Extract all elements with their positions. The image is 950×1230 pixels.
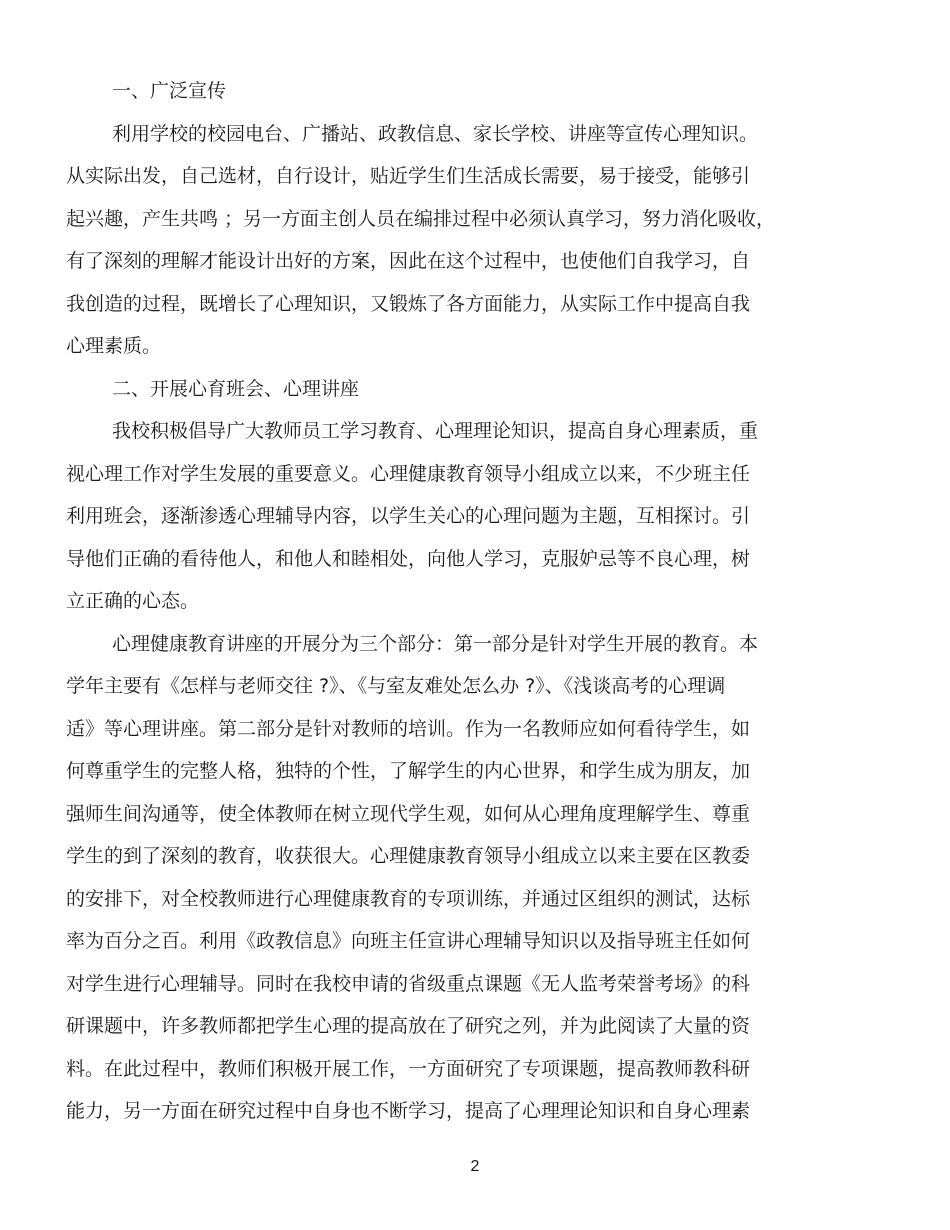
text-line: 二、开展心育班会、心理讲座 bbox=[112, 377, 360, 400]
text-line: 对学生进行心理辅导。同时在我校申请的省级重点课题《无人监考荣誉考场》的科 bbox=[66, 972, 751, 995]
text-line: 起兴趣，产生共鸣 ；另一方面主创人员在编排过程中必须认真学习，努力消化吸收， bbox=[66, 207, 776, 230]
text-line: 研课题中，许多教师都把学生心理的提高放在了研究之列，并为此阅读了大量的资 bbox=[66, 1015, 751, 1037]
text-line: 率为百分之百。利用《政教信息》向班主任宣讲心理辅导知识以及指导班主任如何 bbox=[66, 930, 751, 952]
page-number: 2 bbox=[470, 1158, 480, 1175]
text-line: 强师生间沟通等，使全体教师在树立现代学生观，如何从心理角度理解学生、尊重 bbox=[66, 802, 751, 825]
text-line: 一、广泛宣传 bbox=[112, 80, 227, 102]
text-line: 我校积极倡导广大教师员工学习教育、心理理论知识，提高自身心理素质，重 bbox=[112, 420, 759, 442]
text-line: 从实际出发，自己选材，自行设计，贴近学生们生活成长需要，易于接受，能够引 bbox=[66, 165, 751, 187]
text-line: 学生的到了深刻的教育，收获很大。心理健康教育领导小组成立以来主要在区教委 bbox=[66, 845, 751, 867]
text-line: 利用班会，逐渐渗透心理辅导内容，以学生关心的心理问题为主题，互相探讨。引 bbox=[66, 505, 751, 527]
text-line: 何尊重学生的完整人格，独特的个性，了解学生的内心世界，和学生成为朋友，加 bbox=[66, 760, 751, 782]
text-line: 我创造的过程，既增长了心理知识，又锻炼了各方面能力，从实际工作中提高自我 bbox=[66, 292, 751, 315]
text-line: 心理素质。 bbox=[66, 335, 162, 357]
text-line: 学年主要有《怎样与老师交往 ?》、《与室友难处怎么办 ?》、《浅谈高考的心理调 bbox=[66, 675, 726, 697]
text-line: 导他们正确的看待他人，和他人和睦相处，向他人学习，克服妒忌等不良心理，树 bbox=[66, 547, 751, 570]
text-line: 视心理工作对学生发展的重要意义。心理健康教育领导小组成立以来，不少班主任 bbox=[66, 462, 751, 485]
text-line: 立正确的心态。 bbox=[66, 590, 200, 612]
text-line: 适》等心理讲座。第二部分是针对教师的培训。作为一名教师应如何看待学生，如 bbox=[66, 717, 751, 740]
text-line: 利用学校的校园电台、广播站、政教信息、家长学校、讲座等宣传心理知识。 bbox=[112, 122, 759, 145]
text-line: 能力，另一方面在研究过程中自身也不断学习，提高了心理理论知识和自身心理素 bbox=[66, 1100, 751, 1122]
text-line: 料。在此过程中，教师们积极开展工作，一方面研究了专项课题，提高教师教科研 bbox=[66, 1057, 751, 1080]
text-line: 有了深刻的理解才能设计出好的方案，因此在这个过程中，也使他们自我学习，自 bbox=[66, 250, 751, 272]
text-line: 的安排下，对全校教师进行心理健康教育的专项训练，并通过区组织的测试，达标 bbox=[66, 887, 751, 910]
body-text bbox=[66, 70, 846, 1133]
text-line: 心理健康教育讲座的开展分为三个部分：第一部分是针对学生开展的教育。本 bbox=[112, 632, 759, 655]
